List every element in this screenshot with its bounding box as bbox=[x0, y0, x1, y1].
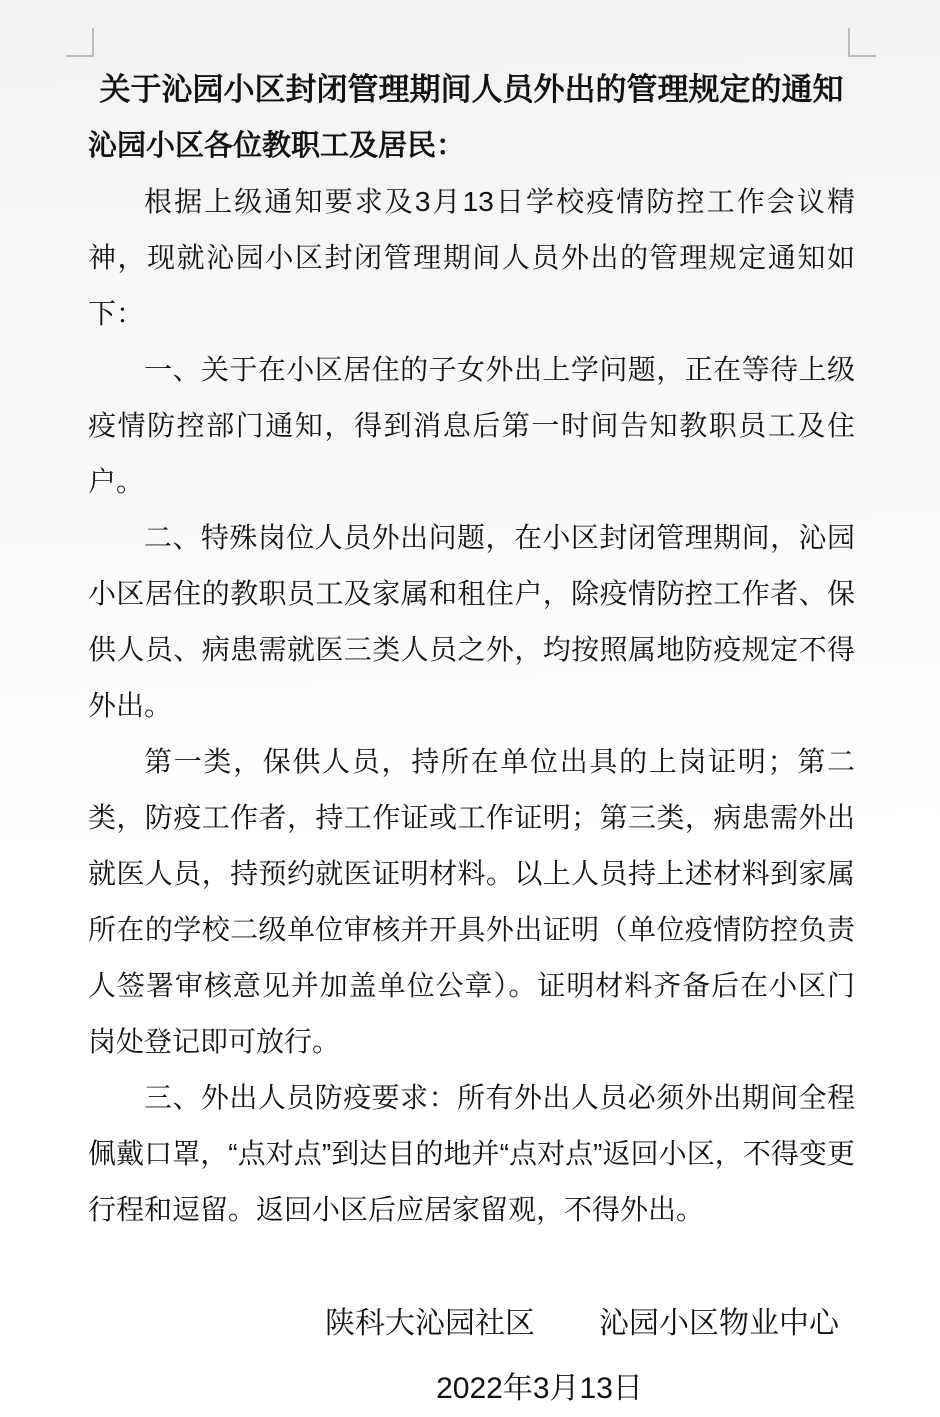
paragraph-intro: 根据上级通知要求及3月13日学校疫情防控工作会议精神，现就沁园小区封闭管理期间人员外出的管理规定通知如下： bbox=[88, 186, 855, 329]
signature-row bbox=[88, 1296, 855, 1352]
notice-title: 关于沁园小区封闭管理期间人员外出的管理规定的通知 bbox=[99, 72, 844, 107]
document-content bbox=[88, 62, 855, 1417]
paragraph-rule-3: 三、外出人员防疫要求：所有外出人员必须外出期间全程佩戴口罩，“点对点”到达目的地并“点对点”返回小区，不得变更行程和逗留。返回小区后应居家留观，不得外出。 bbox=[88, 1082, 855, 1225]
paragraph-rule-1: 一、关于在小区居住的子女外出上学问题，正在等待上级疫情防控部门通知，得到消息后第一时间告知教职员工及住户。 bbox=[88, 354, 855, 497]
paragraph-rule-2: 二、特殊岗位人员外出问题，在小区封闭管理期间，沁园小区居住的教职员工及家属和租住户，除疫情防控工作者、保供人员、病患需就医三类人员之外，均按照属地防疫规定不得外出。 bbox=[88, 522, 855, 721]
salutation-line: 沁园小区各位教职工及居民： bbox=[88, 130, 466, 162]
notice-date: 2022年3月13日 bbox=[436, 1372, 643, 1405]
text-area-corner-mark-left bbox=[66, 28, 94, 57]
text-area-corner-mark-right bbox=[848, 28, 876, 57]
signature-property-center: 沁园小区物业中心 bbox=[599, 1307, 839, 1340]
paragraph-categories: 第一类，保供人员，持所在单位出具的上岗证明；第二类，防疫工作者，持工作证或工作证明；第三类，病患需外出就医人员，持预约就医证明材料。以上人员持上述材料到家属所在的学校二级单位审核并开具外出证明（单位疫情防控负责人签署审核意见并加盖单位公章）。证明材料齐备后在小区门岗处登记即可放行。 bbox=[88, 746, 855, 1057]
signature-community: 陕科大沁园社区 bbox=[325, 1307, 535, 1340]
